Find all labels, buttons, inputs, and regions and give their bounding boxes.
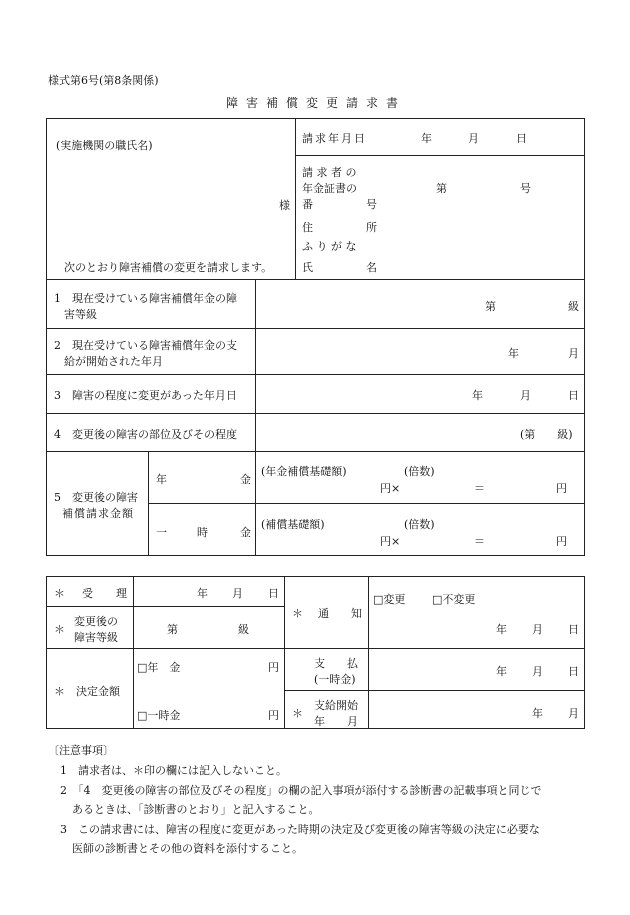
note-2-line1: 2 「4 変更後の障害の部位及びその程度」の欄の記入事項が添付する診断書の記載事項と同じで (60, 784, 542, 797)
furigana-label: ふ り が な (302, 240, 357, 253)
receipt-day: 日 (268, 587, 279, 600)
notes-heading: 〔注意事項〕 (48, 744, 114, 757)
payment-month: 月 (532, 665, 543, 678)
row3-month: 月 (520, 389, 531, 402)
notice-month: 月 (532, 623, 543, 636)
decision-lump-en: 円 (268, 709, 279, 722)
start-month: 月 (568, 707, 579, 720)
receipt-asterisk: ＊ (54, 587, 65, 600)
decision-pension-en: 円 (268, 661, 279, 674)
row3-year: 年 (472, 389, 483, 402)
row1-kyu: 級 (568, 300, 579, 313)
receipt-label-b: 理 (116, 587, 127, 600)
lump-equals: ＝ (474, 535, 485, 548)
pension-no-label-3b: 号 (366, 198, 377, 211)
payment-year: 年 (496, 665, 507, 678)
unchanged-checkbox[interactable]: □ 不変更 (432, 591, 475, 607)
row5-label-line1: 5 変更後の障害 (54, 491, 138, 504)
notice-year: 年 (496, 623, 507, 636)
row5-ichiji-c: 金 (240, 526, 251, 539)
notice-label-a: 通 (318, 607, 329, 620)
row3-label: 3 障害の程度に変更があった年月日 (54, 389, 237, 402)
request-date-year: 年 (421, 132, 432, 145)
name-label-b: 名 (366, 261, 377, 274)
pension-multiple-label: (倍数) (404, 465, 435, 478)
row5-ichiji-b: 時 (197, 526, 208, 539)
request-date-day: 日 (516, 132, 527, 145)
address-label-b: 所 (366, 221, 377, 234)
row5-nenkin-a: 年 (156, 473, 167, 486)
start-label-1: 支給開始 (314, 699, 358, 712)
start-label-2: 年 月 (314, 715, 358, 728)
pension-no-label-3a: 番 (302, 198, 313, 211)
decision-asterisk: ＊ (54, 685, 65, 698)
lump-en: 円 (556, 535, 567, 548)
note-3-line2: 医師の診断書とその他の資料を添付すること。 (72, 842, 303, 855)
decision-amount-label: 決定金額 (76, 685, 120, 698)
payment-label-1: 支 払 (314, 657, 358, 670)
lump-multiple-label: (倍数) (404, 518, 435, 531)
row4-label: 4 変更後の障害の部位及びその程度 (54, 428, 237, 441)
note-2-line2: あるときは、「診断書のとおり」と記入すること。 (72, 803, 320, 816)
row1-label-line1: 1 現在受けている障害補償年金の障 (54, 292, 237, 305)
row3-day: 日 (568, 389, 579, 402)
grade-kyu: 級 (238, 623, 249, 636)
row5-label-line2: 補償請求金額 (62, 507, 134, 520)
receipt-year: 年 (197, 587, 208, 600)
grade-asterisk: ＊ (54, 623, 65, 636)
grade-after-label-2: 障害等級 (74, 631, 118, 644)
row2-year: 年 (508, 347, 519, 360)
request-date-month: 月 (468, 132, 479, 145)
changed-checkbox[interactable]: □ 変更 (373, 591, 405, 607)
row1-dai: 第 (485, 300, 496, 313)
address-label-a: 住 (302, 221, 313, 234)
lump-en-times: 円× (380, 535, 401, 548)
decision-lump-checkbox[interactable]: □ 一時金 (137, 707, 180, 723)
name-label-a: 氏 (302, 261, 313, 274)
page-title: 障害補償変更請求書 (226, 96, 407, 110)
notice-asterisk: ＊ (292, 607, 303, 620)
row5-ichiji-a: 一 (156, 526, 167, 539)
payment-label-2: (一時金) (314, 673, 356, 686)
recipient-label: (実施機関の職氏名) (56, 139, 153, 152)
row2-label-line1: 2 現在受けている障害補償年金の支 (54, 339, 237, 352)
sama-honorific: 様 (279, 199, 290, 212)
receipt-label-a: 受 (82, 587, 93, 600)
note-1: 1 請求者は、＊印の欄には記入しないこと。 (60, 764, 287, 777)
pension-no-label-2: 年金証書の (302, 182, 357, 195)
row2-month: 月 (568, 347, 579, 360)
form-number: 様式第6号(第8条関係) (48, 74, 159, 87)
notice-day: 日 (568, 623, 579, 636)
grade-dai: 第 (167, 623, 178, 636)
request-statement: 次のとおり障害補償の変更を請求します。 (64, 261, 273, 274)
receipt-month: 月 (232, 587, 243, 600)
grade-after-label-1: 変更後の (74, 615, 118, 628)
request-date-label: 請求年月日 (302, 132, 367, 145)
note-3-line1: 3 この請求書には、障害の程度に変更があった時期の決定及び変更後の障害等級の決定に必要な (60, 823, 540, 836)
start-asterisk: ＊ (292, 707, 303, 720)
pension-no-go: 号 (520, 182, 531, 195)
pension-no-label-1: 請 求 者 の (302, 166, 357, 179)
row1-label-line2: 害等級 (64, 308, 97, 321)
pension-basic-amount-label: (年金補償基礎額) (261, 465, 347, 478)
pension-en: 円 (556, 482, 567, 495)
lump-basic-amount-label: (補償基礎額) (261, 518, 325, 531)
notice-label-b: 知 (351, 607, 362, 620)
row4-grade: (第 級) (520, 428, 573, 441)
row5-nenkin-b: 金 (240, 473, 251, 486)
start-year: 年 (532, 707, 543, 720)
pension-en-times: 円× (380, 482, 401, 495)
decision-pension-checkbox[interactable]: □ 年 金 (137, 659, 180, 675)
payment-day: 日 (568, 665, 579, 678)
pension-no-dai: 第 (436, 182, 447, 195)
row2-label-line2: 給が開始された年月 (64, 355, 163, 368)
pension-equals: ＝ (474, 482, 485, 495)
